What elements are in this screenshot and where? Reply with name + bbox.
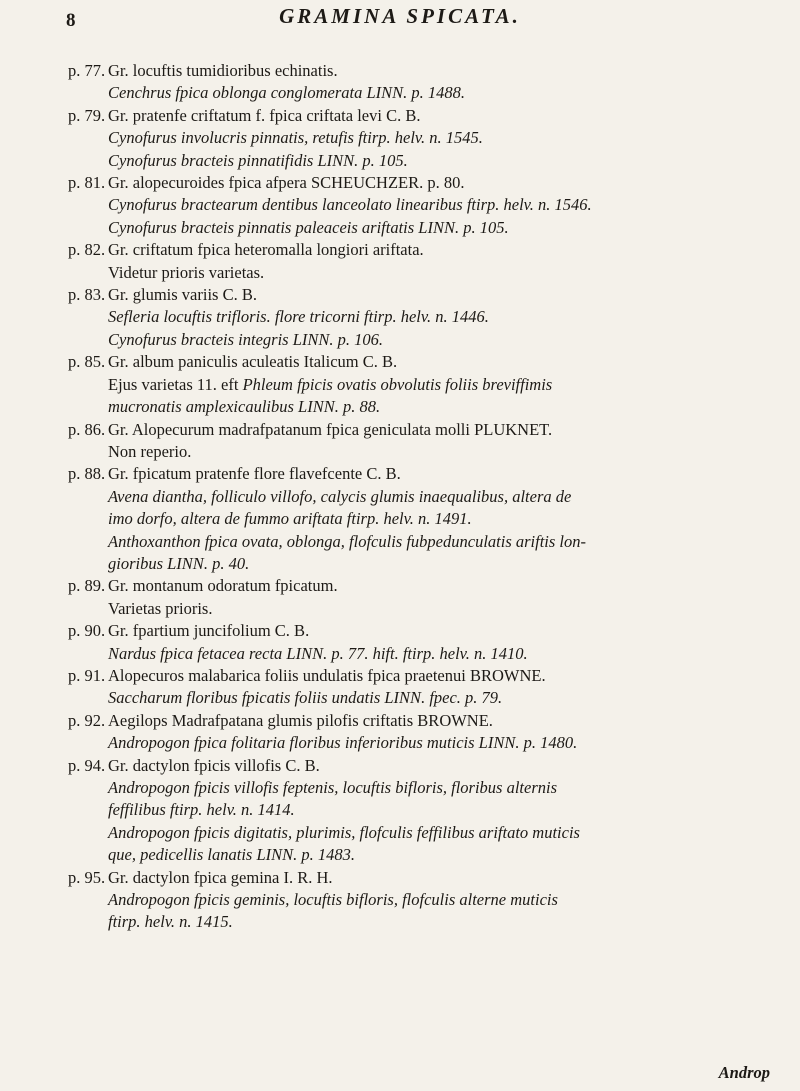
line-roman-text: Gr. fpicatum pratenfe flore flavefcente C. B. <box>108 464 401 484</box>
entry-page-ref: p. 91. <box>68 665 106 685</box>
entry <box>68 284 768 351</box>
entry-page-ref: p. 94. <box>68 755 106 775</box>
line-italic-text: gioribus LINN. p. 40. <box>108 553 250 573</box>
line-italic-text: Cynofurus bracteis pinnatis paleaceis ariftatis LINN. p. 105. <box>108 217 509 237</box>
entries-list <box>68 60 768 934</box>
entry-line <box>108 105 768 127</box>
line-roman-text: Aegilops Madrafpatana glumis pilofis criftatis BROWNE. <box>108 710 493 730</box>
entry-line <box>108 329 768 351</box>
entry-page-ref: p. 92. <box>68 710 106 730</box>
line-italic-text: ftirp. helv. n. 1415. <box>108 912 233 932</box>
line-roman-text: Gr. alopecuroides fpica afpera SCHEUCHZER. p. 80. <box>108 173 465 193</box>
line-roman-text: Gr. fpartium juncifolium C. B. <box>108 621 310 641</box>
entry <box>68 105 768 172</box>
entry-line <box>108 822 768 844</box>
entry <box>68 620 768 665</box>
entry-line <box>108 844 768 866</box>
entry-page-ref: p. 82. <box>68 240 106 260</box>
entry-line <box>108 306 768 328</box>
entry-line <box>108 710 768 732</box>
line-italic-text: Saccharum floribus fpicatis foliis undatis LINN. fpec. p. 79. <box>108 688 503 708</box>
entry-line <box>108 150 768 172</box>
entry-line <box>108 284 768 306</box>
entry-line <box>108 60 768 82</box>
entry-line <box>108 799 768 821</box>
entry-line <box>108 441 768 463</box>
entry-line <box>108 486 768 508</box>
line-italic-text: que, pedicellis lanatis LINN. p. 1483. <box>108 845 356 865</box>
entry-line <box>108 911 768 933</box>
line-roman-text: Gr. pratenfe criftatum f. fpica criftata levi C. B. <box>108 105 421 125</box>
entry-page-ref: p. 81. <box>68 173 106 193</box>
entry-line <box>108 867 768 889</box>
entry-line <box>108 127 768 149</box>
entry-page-ref: p. 89. <box>68 576 106 596</box>
entry-line <box>108 553 768 575</box>
entry-line <box>108 575 768 597</box>
entry <box>68 575 768 620</box>
entry-line <box>108 755 768 777</box>
entry-page-ref: p. 77. <box>68 61 106 80</box>
line-roman-text: Gr. dactylon fpica gemina I. R. H. <box>108 867 333 887</box>
entry-line <box>108 262 768 284</box>
entry-line <box>108 732 768 754</box>
entry-line <box>108 194 768 216</box>
catchword: Androp <box>718 1063 770 1082</box>
line-roman-text: Gr. dactylon fpicis villofis C. B. <box>108 755 320 775</box>
line-italic-text: Cynofurus bractearum dentibus lanceolato linearibus ftirp. helv. n. 1546. <box>108 195 592 215</box>
entry-line <box>108 396 768 418</box>
line-italic-text: Cenchrus fpica oblonga conglomerata LINN. p. 1488. <box>108 83 466 103</box>
line-roman-text: Gr. locuftis tumidioribus echinatis. <box>108 61 338 80</box>
line-roman-text: Gr. criftatum fpica heteromalla longiori ariftata. <box>108 240 424 260</box>
entry-page-ref: p. 86. <box>68 419 106 439</box>
line-italic-text: Andropogon fpica folitaria floribus inferioribus muticis LINN. p. 1480. <box>108 733 578 753</box>
line-roman-text: Gr. montanum odoratum fpicatum. <box>108 576 338 596</box>
line-italic-text: Cynofurus bracteis pinnatifidis LINN. p. 105. <box>108 150 408 170</box>
entry-line <box>108 777 768 799</box>
line-italic-text: Avena diantha, folliculo villofo, calycis glumis inaequalibus, altera de <box>108 486 572 506</box>
entry <box>68 710 768 755</box>
entry <box>68 60 768 105</box>
entry-page-ref: p. 95. <box>68 867 106 887</box>
entry-line <box>108 463 768 485</box>
entry-page-ref: p. 79. <box>68 105 106 125</box>
line-roman-text: Ejus varietas 11. eft <box>108 374 243 394</box>
entry-line <box>108 217 768 239</box>
entry-line <box>108 374 768 396</box>
line-italic-text: Andropogon fpicis geminis, locuftis bifloris, flofculis alterne muticis <box>108 890 558 910</box>
line-italic-text: mucronatis amplexicaulibus LINN. p. 88. <box>108 397 381 417</box>
entry-line <box>108 687 768 709</box>
entry <box>68 172 768 239</box>
entry <box>68 419 768 464</box>
entry <box>68 463 768 575</box>
running-head: GRAMINA SPICATA. <box>279 4 521 28</box>
entry <box>68 351 768 418</box>
line-roman-text: Videtur prioris varietas. <box>108 262 265 282</box>
line-italic-text: Andropogon fpicis villofis feptenis, locuftis bifloris, floribus alternis <box>108 778 558 797</box>
entry-line <box>108 620 768 642</box>
entry-line <box>108 419 768 441</box>
entry-line <box>108 889 768 911</box>
line-italic-text: Anthoxanthon fpica ovata, oblonga, flofculis fubpedunculatis ariftis lon- <box>108 531 587 551</box>
entry-line <box>108 665 768 687</box>
page-number: 8 <box>66 10 76 31</box>
entry-page-ref: p. 85. <box>68 352 106 372</box>
entry-line <box>108 643 768 665</box>
line-roman-text: Non reperio. <box>108 441 192 461</box>
entry <box>68 239 768 284</box>
line-roman-text: Gr. glumis variis C. B. <box>108 285 257 305</box>
entry-line <box>108 82 768 104</box>
line-italic-text: Cynofurus involucris pinnatis, retufis ftirp. helv. n. 1545. <box>108 128 483 148</box>
entry-page-ref: p. 88. <box>68 464 106 484</box>
entry-line <box>108 239 768 261</box>
entry <box>68 755 768 867</box>
entry-line <box>108 508 768 530</box>
line-italic-text: Nardus fpica fetacea recta LINN. p. 77. hift. ftirp. helv. n. 1410. <box>108 643 528 663</box>
line-italic-text: imo dorfo, altera de fummo ariftata ftirp. helv. n. 1491. <box>108 509 472 529</box>
line-italic-text: feffilibus ftirp. helv. n. 1414. <box>108 800 295 820</box>
entry-line <box>108 531 768 553</box>
line-italic-text: Cynofurus bracteis integris LINN. p. 106. <box>108 329 384 349</box>
line-roman-text: Gr. album paniculis aculeatis Italicum C. B. <box>108 352 398 372</box>
line-roman-text: Gr. Alopecurum madrafpatanum fpica geniculata molli PLUKNET. <box>108 419 553 439</box>
entry <box>68 665 768 710</box>
entry <box>68 867 768 934</box>
line-italic-text: Sefleria locuftis trifloris. flore tricorni ftirp. helv. n. 1446. <box>108 307 489 327</box>
line-italic-text: Phleum fpicis ovatis obvolutis foliis breviffimis <box>242 374 553 394</box>
entry-page-ref: p. 83. <box>68 285 106 305</box>
entry-page-ref: p. 90. <box>68 621 106 641</box>
entry-line <box>108 598 768 620</box>
line-roman-text: Varietas prioris. <box>108 598 213 618</box>
entry-line <box>108 351 768 373</box>
line-italic-text: Andropogon fpicis digitatis, plurimis, flofculis feffilibus ariftato muticis <box>108 822 580 842</box>
entry-line <box>108 172 768 194</box>
line-roman-text: Alopecuros malabarica foliis undulatis fpica praetenui BROWNE. <box>108 665 546 685</box>
